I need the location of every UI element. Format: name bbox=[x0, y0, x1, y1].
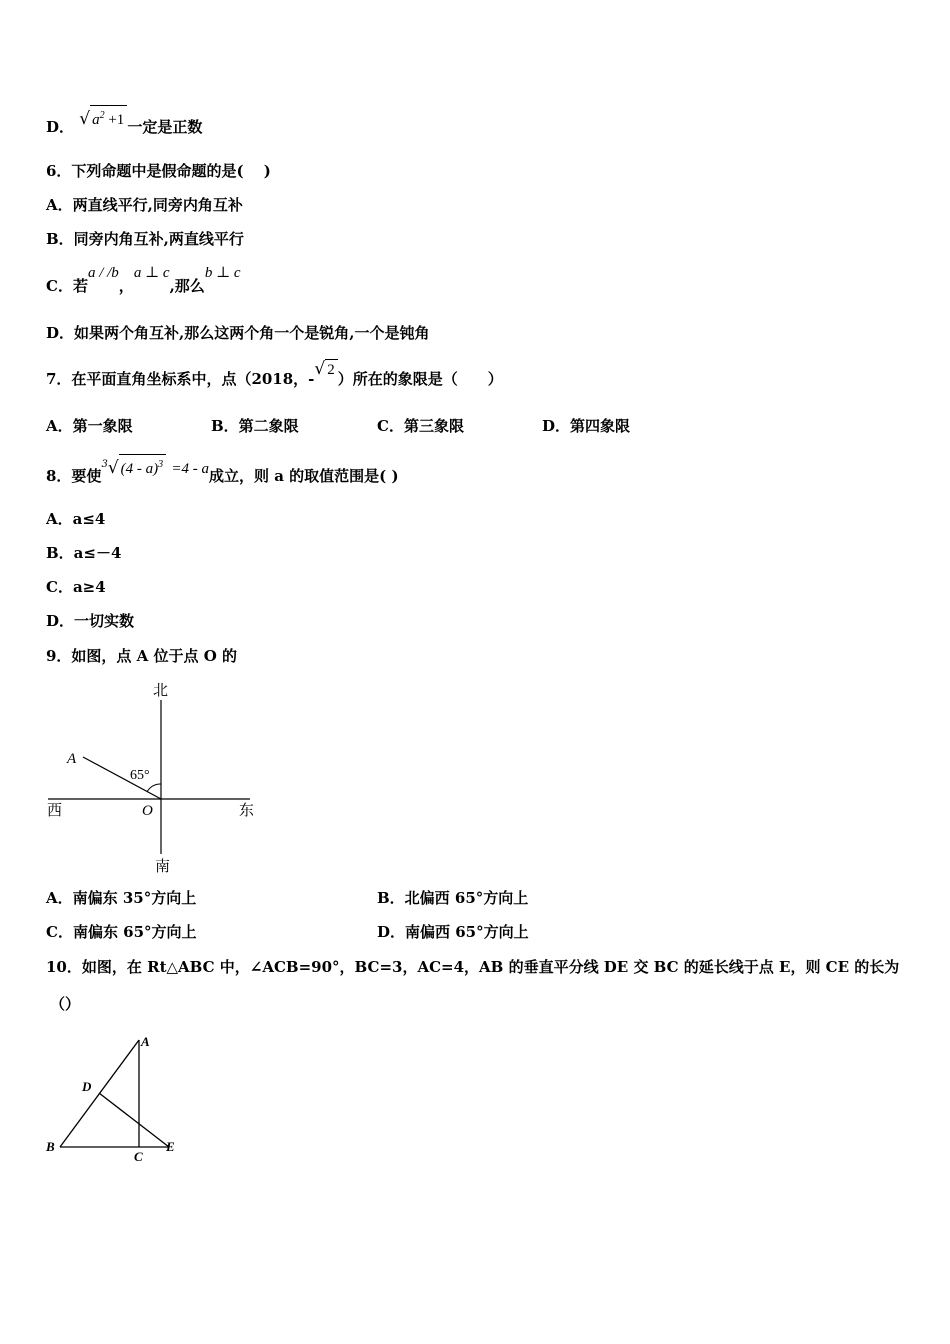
q5-option-d-text: 一定是正数 bbox=[127, 118, 203, 136]
q8-stem-pre: 8．要使 bbox=[46, 467, 102, 485]
q7-option-a: A．第一象限 bbox=[46, 417, 133, 435]
q7-radicand: 2 bbox=[325, 359, 338, 380]
label-e: E bbox=[166, 1139, 175, 1154]
q6-math-perp2: b ⊥ c bbox=[204, 265, 241, 281]
q8-option-b: B．a≤－4 bbox=[46, 544, 122, 562]
q9-stem: 9．如图，点 A 位于点 O 的 bbox=[46, 647, 238, 665]
q8-radicand bbox=[119, 454, 167, 479]
label-c: C bbox=[134, 1149, 143, 1164]
sqrt-symbol: √ bbox=[314, 359, 326, 379]
sqrt-symbol: √ bbox=[79, 109, 91, 129]
label-point-o: O bbox=[142, 803, 153, 819]
q7-option-b: B．第二象限 bbox=[211, 417, 299, 435]
label-west: 西 bbox=[47, 803, 63, 819]
label-north: 北 bbox=[153, 683, 169, 699]
q9-option-d: D．南偏西 65°方向上 bbox=[377, 923, 529, 941]
q8-stem bbox=[46, 458, 399, 487]
q7-option-d: D．第四象限 bbox=[542, 417, 631, 435]
q5-option-d-math bbox=[90, 105, 127, 130]
q9-option-c: C．南偏东 65°方向上 bbox=[46, 923, 197, 941]
q5-option-d-label: D． bbox=[46, 118, 75, 136]
q8-radicand-text: (4 - a) bbox=[120, 461, 159, 477]
q6-then: ,那么 bbox=[169, 277, 205, 295]
q8-option-c: C．a≥4 bbox=[46, 578, 106, 596]
q7-option-c: C．第三象限 bbox=[377, 417, 464, 435]
q8-option-d: D．一切实数 bbox=[46, 612, 135, 630]
q8-stem-post: 成立，则 a 的取值范围是( ) bbox=[209, 467, 399, 485]
label-d: D bbox=[82, 1079, 92, 1094]
q8-rhs: =4 - a bbox=[171, 461, 210, 477]
q6-stem: 6．下列命题中是假命题的是( ) bbox=[46, 162, 271, 180]
q8-root-index: 3 bbox=[101, 459, 108, 470]
q9-option-b: B．北偏西 65°方向上 bbox=[377, 889, 529, 907]
q10-stem: 10．如图，在 Rt△ABC 中，∠ACB=90°，BC=3，AC=4，AB 的垂直平分线 DE 交 BC 的延长线于点 E，则 CE 的长为 bbox=[46, 958, 900, 976]
q6-math-perp1: a ⊥ c bbox=[133, 265, 170, 281]
q9-option-a: A．南偏东 35°方向上 bbox=[46, 889, 197, 907]
segment-de bbox=[99, 1093, 169, 1147]
label-b: B bbox=[46, 1139, 55, 1154]
q7-stem bbox=[46, 359, 503, 390]
q5-option-d bbox=[46, 109, 203, 138]
math-tail: +1 bbox=[104, 112, 125, 128]
q6-option-c-label: C．若 bbox=[46, 277, 88, 295]
label-angle: 65° bbox=[130, 768, 150, 783]
label-point-a: A bbox=[67, 751, 77, 767]
label-east: 东 bbox=[239, 803, 255, 819]
angle-arc bbox=[147, 784, 161, 792]
q9-compass-figure bbox=[40, 676, 280, 876]
q8-radicand-sup: 3 bbox=[158, 459, 164, 470]
math-sup: 2 bbox=[99, 110, 105, 121]
q6-option-d: D．如果两个角互补,那么这两个角一个是锐角,一个是钝角 bbox=[46, 324, 430, 342]
math-a: a bbox=[92, 112, 100, 128]
q7-stem-post: ）所在的象限是（ ） bbox=[337, 370, 503, 388]
sqrt-symbol: √ bbox=[107, 458, 119, 478]
q6-option-a: A．两直线平行,同旁内角互补 bbox=[46, 196, 243, 214]
q6-option-c bbox=[46, 265, 241, 297]
q7-stem-pre: 7．在平面直角坐标系中，点（2018，- bbox=[46, 370, 315, 388]
label-a: A bbox=[141, 1034, 150, 1049]
q10-triangle-figure bbox=[40, 1030, 190, 1170]
q6-option-b: B．同旁内角互补,两直线平行 bbox=[46, 230, 244, 248]
q6-math-parallel: a / /b bbox=[87, 265, 119, 281]
label-south: 南 bbox=[155, 859, 171, 875]
q10-stem-cont: （） bbox=[50, 995, 81, 1013]
q8-option-a: A．a≤4 bbox=[46, 510, 106, 528]
q6-sep: ， bbox=[118, 277, 134, 295]
